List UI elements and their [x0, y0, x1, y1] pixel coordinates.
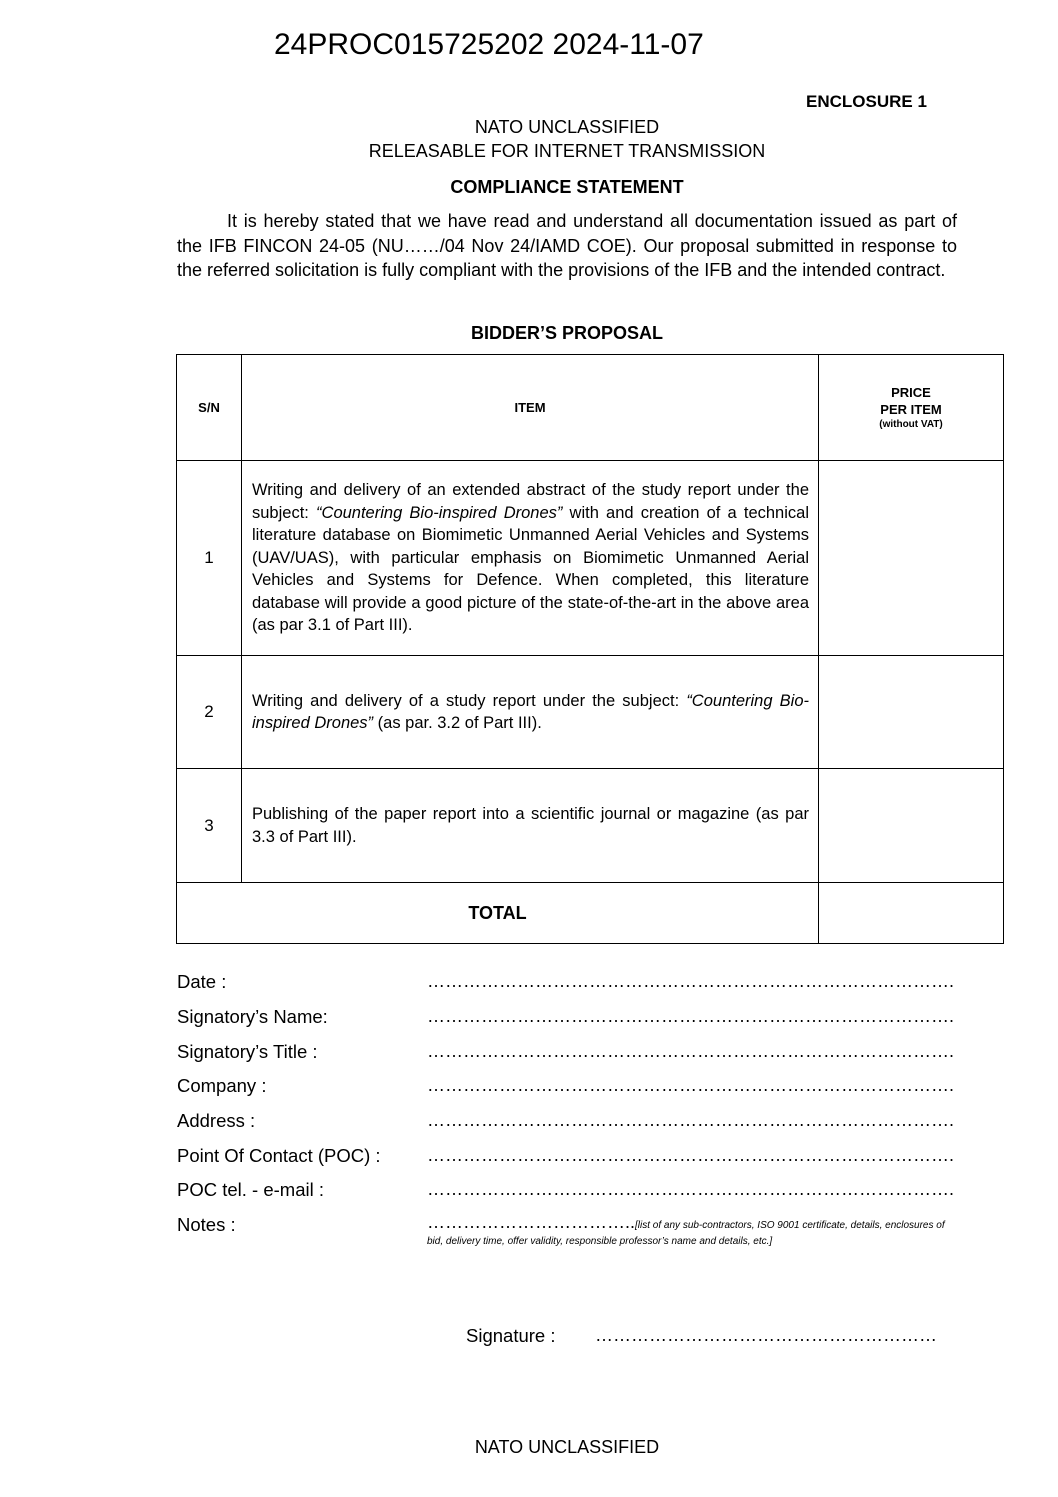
signature-label: Signature : [466, 1325, 556, 1346]
header-price [819, 355, 1004, 461]
notes-field[interactable] [427, 1214, 961, 1250]
signatory-title-field[interactable]: ……………………………………………………………………………. [427, 1041, 955, 1061]
signatory-name-field[interactable]: ……………………………………………………………………………. [427, 1006, 955, 1026]
header-price-line1: PRICE [891, 385, 931, 400]
row-sn: 1 [177, 461, 242, 656]
header-item: ITEM [242, 355, 819, 461]
signatory-title-label: Signatory’s Title : [177, 1041, 318, 1062]
enclosure-label: ENCLOSURE 1 [806, 92, 927, 111]
date-field[interactable]: ……………………………………………………………………………. [427, 971, 955, 991]
table-header-row [177, 355, 1004, 461]
document-code: 24PROC015725202 2024-11-07 [274, 28, 704, 61]
row-sn: 2 [177, 656, 242, 769]
total-row [177, 883, 1004, 944]
row-price-cell[interactable] [819, 461, 1004, 656]
row-item [242, 461, 819, 656]
row-item [242, 769, 819, 883]
total-label: TOTAL [177, 883, 819, 944]
row-item-text: Writing and delivery of an extended abstract of the study report under the subject: [252, 481, 809, 522]
row-item-text-continued: with and creation of a technical literature database on Biomimetic Unmanned Aerial Vehicles and Systems (UAV/UAS), with particular emphasis on Biomimetic Unmanned Aerial Vehicles and Systems for Defence. When completed, this literature database will provide a good picture of the state-of-the-art in the above area (as par 3.1 of Part III). [252, 503, 809, 635]
table-row [177, 656, 1004, 769]
table-row [177, 461, 1004, 656]
header-price-line2: PER ITEM [880, 402, 942, 417]
row-price-cell[interactable] [819, 769, 1004, 883]
poc-contact-field[interactable]: ……………………………………………………………………………. [427, 1179, 955, 1199]
row-price-cell[interactable] [819, 656, 1004, 769]
classification-bottom: NATO UNCLASSIFIED [474, 1437, 660, 1457]
date-label: Date : [177, 971, 227, 992]
table-row [177, 769, 1004, 883]
row-sn: 3 [177, 769, 242, 883]
classification-top: NATO UNCLASSIFIED [474, 117, 660, 137]
proposal-title: BIDDER’S PROPOSAL [470, 323, 664, 343]
company-label: Company : [177, 1075, 267, 1096]
address-field[interactable]: ……………………………………………………………………………. [427, 1110, 955, 1130]
row-item-text: Writing and delivery of a study report under the subject: [252, 691, 687, 710]
total-price-cell[interactable] [819, 883, 1004, 944]
signatory-name-label: Signatory’s Name: [177, 1006, 328, 1027]
row-item-text-continued: (as par. 3.2 of Part III). [373, 714, 542, 732]
header-sn: S/N [177, 355, 242, 461]
proposal-table [176, 354, 1004, 944]
compliance-text: It is hereby stated that we have read and understand all documentation issued as part of the IFB FINCON 24-05 (NU……/04 Nov 24/IAMD COE). Our proposal submitted in response to the referred solicitation is fully compliant with the provisions of the IFB and the intended contract. [177, 211, 957, 281]
header-price-note: (without VAT) [879, 419, 943, 430]
compliance-title: COMPLIANCE STATEMENT [450, 177, 684, 197]
address-label: Address : [177, 1110, 256, 1131]
notes-label: Notes : [177, 1214, 236, 1235]
row-item-subject: “Countering Bio-inspired Drones” [316, 503, 563, 522]
row-item-subject: “Countering Bio-inspired Drones” [252, 691, 810, 732]
notes-hint: [list of any sub-contractors, ISO 9001 certificate, details, enclosures of bid, delivery time, offer validity, responsible professor’s name and details, etc.] [427, 1220, 945, 1247]
row-item-text: Publishing of the paper report into a scientific journal or magazine (as par 3.3 of Part III). [252, 805, 809, 846]
notes-dots: …………………………….. [427, 1212, 636, 1232]
company-field[interactable]: ……………………………………………………………………………. [427, 1075, 955, 1095]
poc-label: Point Of Contact (POC) : [177, 1145, 381, 1166]
poc-contact-label: POC tel. - e-mail : [177, 1179, 324, 1200]
signature-field[interactable]: ………………………………………………… [595, 1325, 937, 1345]
poc-field[interactable]: ……………………………………………………………………………. [427, 1145, 955, 1165]
row-item [242, 656, 819, 769]
release-statement: RELEASABLE FOR INTERNET TRANSMISSION [368, 141, 766, 161]
